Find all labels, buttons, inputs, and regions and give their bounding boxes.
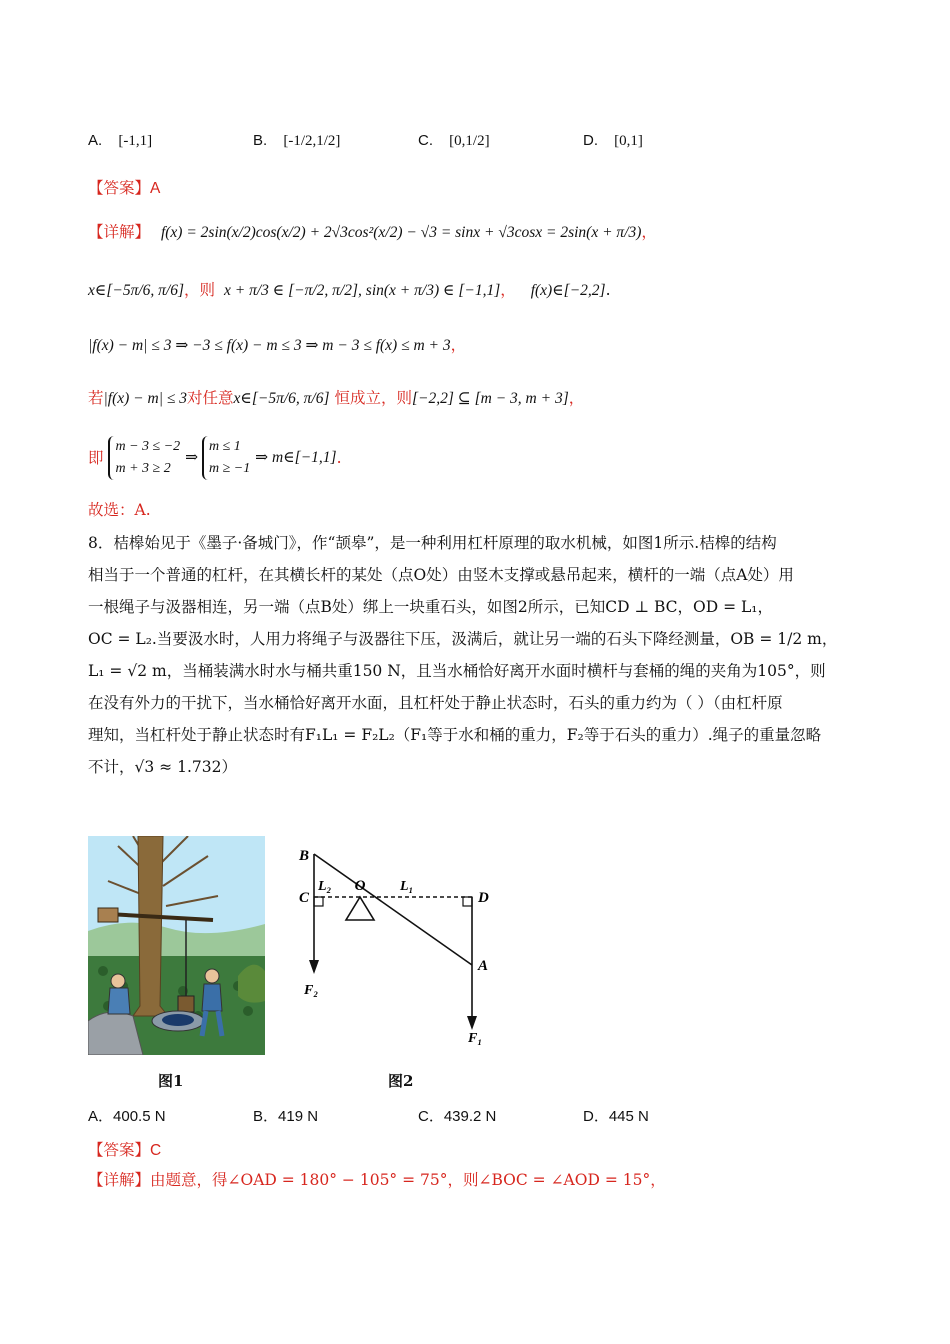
label-b: B [298, 848, 309, 864]
q8-answer [88, 1138, 161, 1163]
label-l1: L₁ [400, 879, 414, 894]
q7-detail-line4: 若|f(x) − m| ≤ 3对任意x∈[−5π/6, π/6] 恒成立，则[−2,2] ⊆ [m − 3, m + 3]， [88, 389, 585, 407]
q7-option-b-value: [-1/2,1/2] [283, 133, 341, 149]
q7-option-c [418, 132, 490, 150]
q8-stem-line1: 8．桔槔始见于《墨子·备城门》，作“颉皋”，是一种利用杠杆原理的取水机械，如图1所示.桔槔的结构 [88, 534, 777, 552]
q8-option-d: D．445 N [583, 1108, 649, 1125]
q7-detail-set: [−2,2] ⊆ [m − 3, m + 3] [411, 390, 569, 407]
label-a: A [478, 958, 489, 974]
q7-sys2-b: m ≥ −1 [208, 461, 251, 476]
q8-stem-line4: OC = L₂.当要汲水时，人用力将绳子与汲器往下压，汲满后，就让另一端的石头下降经测量，OB = 1/2 m， [88, 630, 838, 648]
label-f1: F₁ [468, 1031, 483, 1046]
label-l2: L₂ [318, 879, 332, 894]
q7-detail-result: ⇒ m∈[−1,1] [255, 449, 337, 466]
q7-option-a [88, 132, 152, 150]
q7-detail-hold: 恒成立，则 [334, 389, 412, 407]
q7-conclusion-text: 故选：A. [88, 501, 151, 519]
q8-option-a: A．400.5 N [88, 1108, 166, 1125]
q8-option-c: C．439.2 N [418, 1108, 497, 1125]
q8-stem-line2: 相当于一个普通的杠杆，在其横长杆的某处（点O处）由竖木支撑或悬吊起来，横杆的一端（点A处）用 [88, 566, 794, 584]
q8-detail [88, 1168, 666, 1192]
fulcrum [346, 897, 374, 920]
label-d: D [478, 890, 489, 906]
q7-option-c-value: [0,1/2] [449, 133, 490, 149]
figure-2-diagram [292, 842, 514, 1052]
force-f1-arrow [467, 1016, 477, 1030]
q7-option-b-letter: B. [253, 132, 268, 149]
q7-sys1-b: m + 3 ≥ 2 [115, 461, 171, 476]
q7-option-b [253, 132, 340, 150]
q7-detail-expr1: f(x) = 2sin(x/2)cos(x/2) + 2√3cos²(x/2) − √3 = sinx + √3cosx = 2sin(x + π/3) [160, 224, 642, 241]
label-o: O [354, 878, 366, 894]
q8-stem-line6: 在没有外力的干扰下，当水桶恰好离开水面，且杠杆处于静止状态时，石头的重力约为（ ）（由杠杆原 [88, 694, 783, 712]
figure-2-caption: 图2 [388, 1072, 414, 1090]
q7-option-a-letter: A. [88, 132, 103, 149]
q7-option-a-value: [-1,1] [118, 133, 153, 149]
q8-stem [88, 527, 868, 783]
q7-sys1-a: m − 3 ≤ −2 [115, 439, 181, 454]
q7-detail-line2: x∈[−5π/6, π/6]，则 x + π/3 ∈ [−π/2, π/2], sin(x + π/3) ∈ [−1,1]， f(x)∈[−2,2]. [88, 281, 611, 299]
lever-line [314, 854, 472, 965]
q7-detail-expr3: |f(x) − m| ≤ 3 ⇒ −3 ≤ f(x) − m ≤ 3 ⇒ m − 3 ≤ f(x) ≤ m + 3 [88, 337, 451, 354]
q8-stem-line8: 不计，√3 ≈ 1.732） [88, 758, 237, 776]
q7-detail-line5: 即 m − 3 ≤ −2 m + 3 ≥ 2 ⇒ m ≤ 1 m ≥ −1 ⇒ m∈[−1,1]. [88, 436, 342, 480]
q7-detail-any: 对任意 [186, 389, 234, 407]
q7-detail-cond: |f(x) − m| ≤ 3 [103, 390, 187, 407]
q7-option-d [583, 132, 643, 150]
q7-detail-range4: x∈[−5π/6, π/6] [233, 390, 330, 407]
q8-detail-tag: 【详解】 [88, 1171, 151, 1189]
q8-option-b: B．419 N [253, 1108, 319, 1125]
q8-stem-line5: L₁ = √2 m，当桶装满水时水与桶共重150 N，且当水桶恰好离开水面时横杆与套桶的绳的夹角为105°，则 [88, 662, 826, 680]
q7-detail-system2 [202, 436, 250, 480]
right-angle-c [314, 897, 323, 906]
right-angle-d [463, 897, 472, 906]
q8-stem-line7: 理知，当杠杆处于静止状态时有F₁L₁ = F₂L₂（F₁等于水和桶的重力，F₂等于石头的重力）.绳子的重量忽略 [88, 726, 822, 744]
q8-answer-tag: 【答案】 [88, 1141, 151, 1159]
q7-option-c-letter: C. [418, 132, 433, 149]
q7-conclusion [88, 498, 151, 522]
q8-stem-line3: 一根绳子与汲器相连，另一端（点B处）绑上一块重石头，如图2所示，已知CD ⊥ BC，OD = L₁， [88, 598, 773, 616]
q7-detail-line1: 【详解】 f(x) = 2sin(x/2)cos(x/2) + 2√3cos²(x/2) − √3 = sinx + √3cosx = 2sin(x + π/3)， [88, 223, 657, 241]
q8-detail-text: 由题意，得∠OAD = 180° − 105° = 75°，则∠BOC = ∠AOD = 15°， [150, 1171, 666, 1189]
q7-detail-then: ，则 [184, 281, 216, 299]
label-c: C [298, 890, 309, 906]
q7-detail-that: 即 [88, 449, 104, 467]
q8-number: 8． [88, 534, 114, 552]
q7-detail-inner-range: x + π/3 ∈ [−π/2, π/2], sin(x + π/3) ∈ [−1,1] [223, 282, 501, 299]
q7-detail-line3: |f(x) − m| ≤ 3 ⇒ −3 ≤ f(x) − m ≤ 3 ⇒ m − 3 ≤ f(x) ≤ m + 3， [88, 336, 467, 354]
label-f2: F₂ [304, 983, 319, 998]
q8-answer-value: C [150, 1142, 162, 1159]
figure-1-illustration [88, 836, 265, 1055]
q7-answer-value: A [150, 180, 161, 197]
q7-detail-f-range: f(x)∈[−2,2] [530, 282, 606, 299]
q7-detail-x-range: x∈[−5π/6, π/6] [88, 282, 185, 299]
q7-detail-system1 [108, 436, 180, 480]
force-f2-arrow [309, 960, 319, 974]
well-sweep-picture [88, 836, 265, 1055]
q7-detail-tag: 【详解】 [88, 223, 151, 241]
q7-answer [88, 176, 160, 201]
q7-detail-if: 若 [88, 389, 104, 407]
q7-sys2-a: m ≤ 1 [208, 439, 241, 454]
lever-diagram [292, 842, 514, 1052]
figure-1-caption: 图1 [158, 1072, 184, 1090]
q7-option-d-value: [0,1] [614, 133, 643, 149]
q7-answer-tag: 【答案】 [88, 179, 151, 197]
q7-option-d-letter: D. [583, 132, 598, 149]
